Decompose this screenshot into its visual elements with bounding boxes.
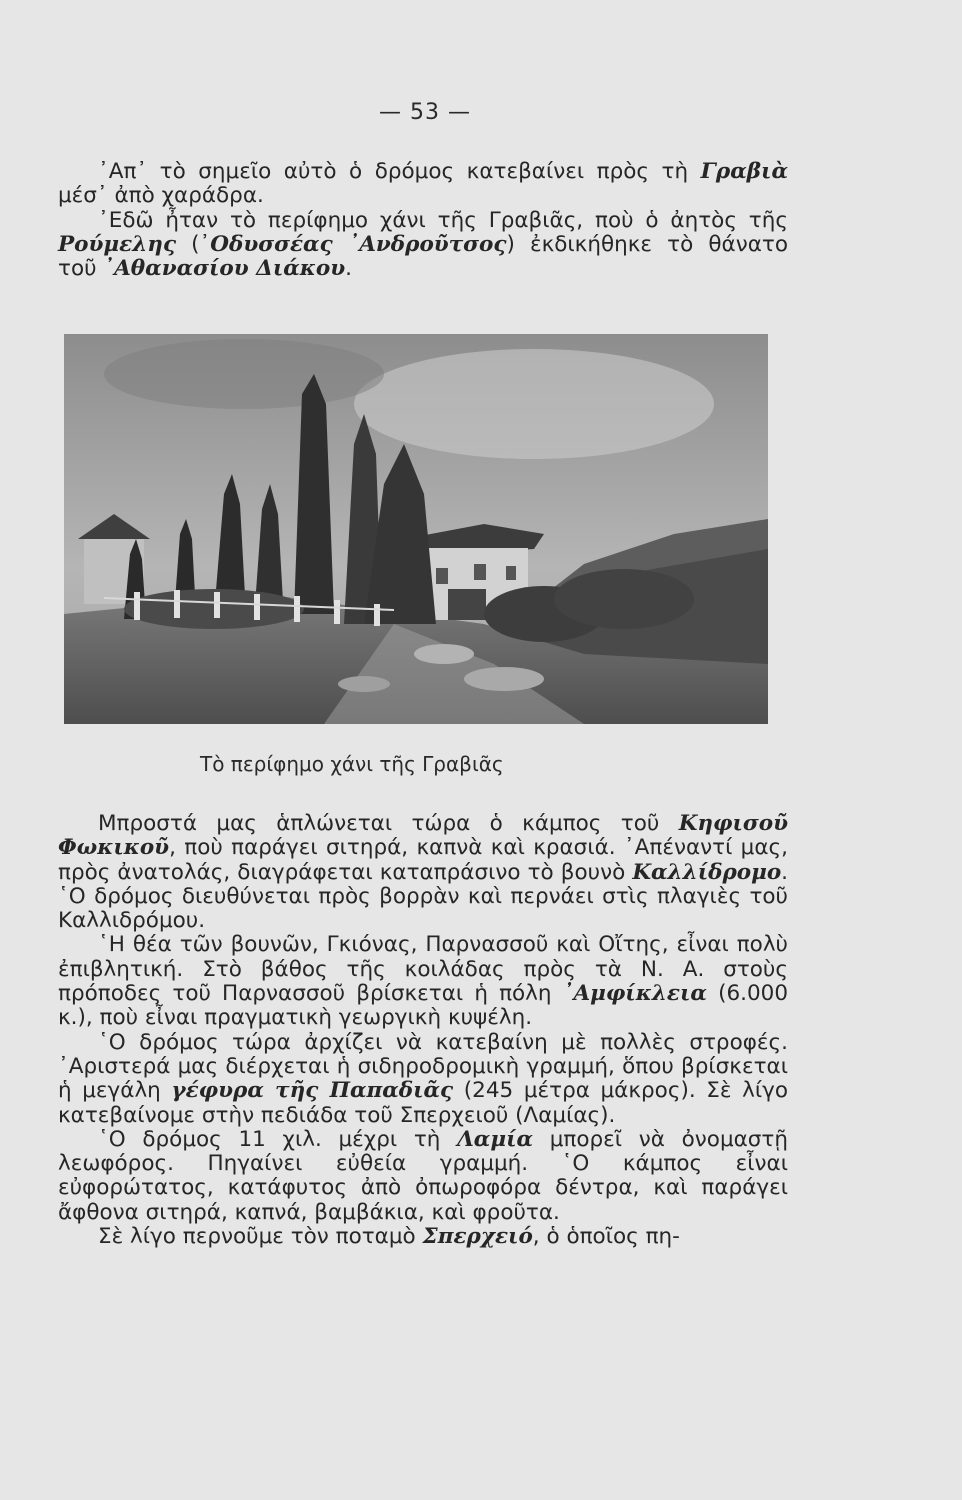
body-text: [58, 812, 788, 1249]
text-run: ῾Η θέα τῶν βουνῶν, Γκιόνας, Παρνασσοῦ καὶ Οἴτης, εἶναι πολὺ ἐπιβλητική. Στὸ βάθος τῆς κοιλάδας πρὸς τὰ Ν. Α. στοὺς πρόποδες τοῦ Παρνασσοῦ βρίσκεται ἡ πόλη: [58, 932, 788, 1007]
paragraph: [58, 1128, 788, 1225]
text-run: ᾿Εδῶ ἦταν τὸ περίφημο χάνι τῆς Γραβιᾶς, ποὺ ὁ ἀητὸς τῆς: [98, 207, 788, 233]
paragraph: [58, 933, 788, 1030]
person-name: Οδυσσέας ᾿Ανδροῦτσος: [210, 231, 507, 257]
text-run: , ποὺ παράγει σιτηρά, καπνὰ καὶ κρασιά. ᾿Απέναντί μας, πρὸς ἀνατολάς, διαγράφεται καταπράσινο τὸ βουνὸ: [58, 835, 788, 885]
place-name: Κηφισοῦ Φωκικοῦ: [58, 811, 788, 861]
text-run: (6.000 κ.), ποὺ εἶναι πραγματικὴ γεωργικὴ κυψέλη.: [58, 981, 789, 1031]
place-name: γέφυρα τῆς Παπαδιᾶς: [171, 1078, 454, 1104]
paragraph: [58, 160, 788, 209]
place-name: Καλλίδρομο: [632, 859, 782, 885]
place-name: Σπερχειό: [422, 1224, 533, 1250]
person-name: ᾿Αθανασίου Διάκου: [103, 256, 346, 282]
text-run: (245 μέτρα μάκρος). Σὲ λίγο κατεβαίνομε στὴν πεδιάδα τοῦ Σπερχειοῦ (Λαμίας).: [58, 1078, 788, 1128]
place-name: ᾿Αμφίκλεια: [562, 981, 707, 1007]
paragraph: [58, 1225, 788, 1249]
photo-caption: Τὸ περίφημο χάνι τῆς Γραβιᾶς: [200, 752, 504, 776]
text-run: μπορεῖ νὰ ὀνομαστῇ λεωφόρος. Πηγαίνει εὐθεία γραμμή. ῾Ο κάμπος εἶναι εὐφορώτατος, κατάφυτος ἀπὸ ὀπωροφόρα δέντρα, καὶ παράγει ἄφθονα σιτηρά, καπνά, βαμβάκια, καὶ φροῦτα.: [58, 1126, 788, 1225]
paragraph: [58, 209, 788, 282]
text-run: ῾Ο δρόμος 11 χιλ. μέχρι τὴ: [98, 1126, 458, 1152]
page-number: — 53 —: [379, 100, 471, 125]
place-name: Ρούμελης: [58, 231, 177, 257]
text-run: Μπροστά μας ἁπλώνεται τώρα ὁ κάμπος τοῦ: [98, 811, 679, 836]
photo-drawing: [64, 334, 768, 724]
text-run: ᾿Απ᾿ τὸ σημεῖο αὐτὸ ὁ δρόμος κατεβαίνει πρὸς τὴ: [98, 159, 701, 184]
text-run: Σὲ λίγο περνοῦμε τὸν ποταμὸ: [98, 1224, 423, 1250]
text-run: (᾿: [176, 231, 211, 257]
inn-photograph: [64, 334, 768, 724]
text-run: .: [345, 256, 352, 282]
place-name: Λαμία: [457, 1126, 534, 1152]
text-run: . ῾Ο δρόμος διευθύνεται πρὸς βορρὰν καὶ περνάει στὶς πλαγιὲς τοῦ Καλλιδρόμου.: [58, 859, 788, 934]
place-name: Γραβιὰ: [700, 159, 788, 184]
text-run: ῾Ο δρόμος τώρα ἀρχίζει νὰ κατεβαίνη μὲ πολλὲς στροφές. ᾿Αριστερά μας διέρχεται ἡ σιδηροδρομικὴ γραμμή, ὅπου βρίσκεται ἡ μεγάλη: [58, 1029, 788, 1104]
paragraph: [58, 812, 788, 933]
intro-text: [58, 160, 788, 281]
text-run: , ὁ ὁποῖος πη-: [532, 1224, 680, 1250]
text-run: μέσ᾿ ἀπὸ χαράδρα.: [58, 183, 264, 209]
text-run: ) ἐκδικήθηκε τὸ θάνατο τοῦ: [58, 231, 788, 282]
paragraph: [58, 1031, 788, 1128]
